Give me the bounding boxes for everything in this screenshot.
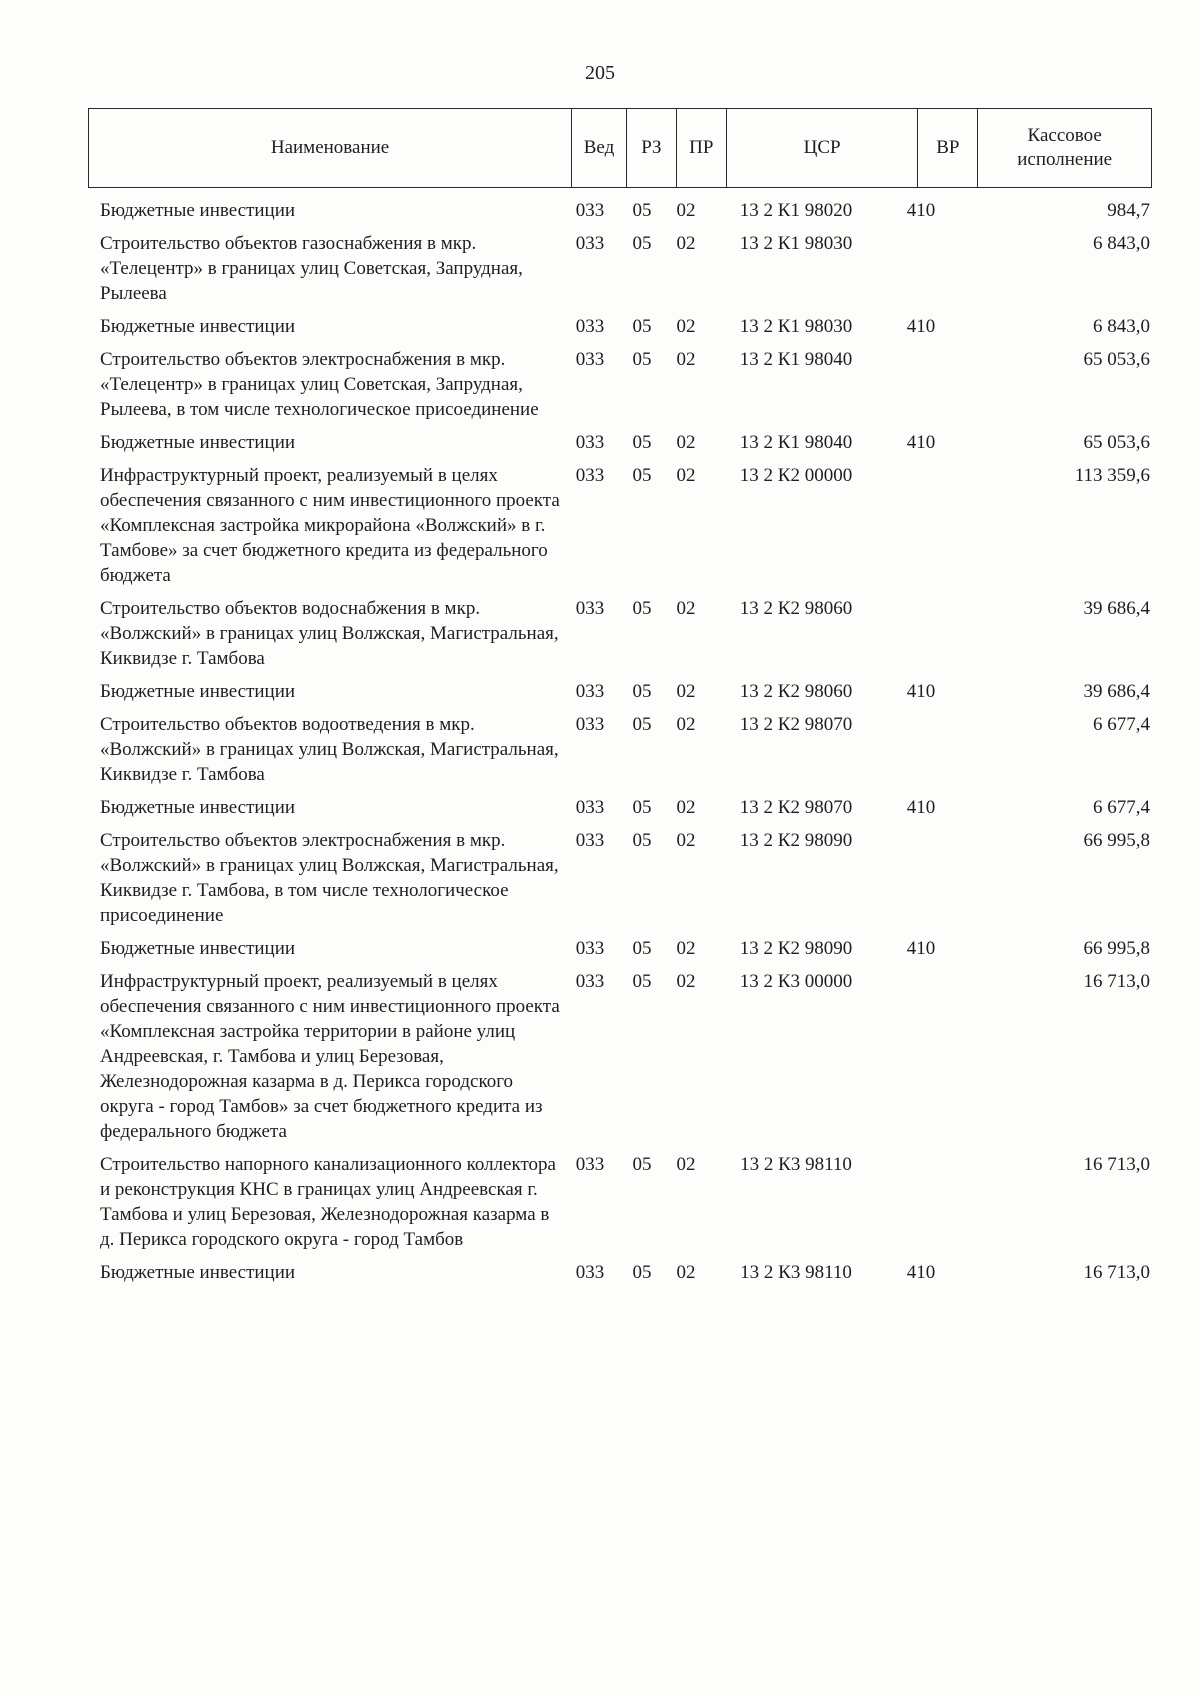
header-vr: ВР xyxy=(918,109,978,187)
row-rz: 05 xyxy=(632,830,652,851)
table-body xyxy=(100,198,1150,1293)
row-pr: 02 xyxy=(676,971,696,992)
row-pr: 02 xyxy=(676,1154,696,1175)
table-row xyxy=(100,463,1150,588)
table-row xyxy=(100,347,1150,422)
row-name: Бюджетные инвестиции xyxy=(100,200,296,221)
row-ved: 033 xyxy=(575,598,605,619)
row-ved: 033 xyxy=(575,432,605,453)
row-amount: 16 713,0 xyxy=(1083,1262,1150,1283)
row-csr: 13 2 К1 98040 xyxy=(739,349,853,370)
row-pr: 02 xyxy=(676,233,696,254)
row-amount: 6 677,4 xyxy=(1093,714,1150,735)
row-ved: 033 xyxy=(575,1154,605,1175)
row-vr: 410 xyxy=(906,432,936,453)
row-pr: 02 xyxy=(676,1262,696,1283)
row-rz: 05 xyxy=(632,598,652,619)
row-amount: 39 686,4 xyxy=(1083,681,1150,702)
row-ved: 033 xyxy=(575,681,605,702)
row-amount: 16 713,0 xyxy=(1083,1154,1150,1175)
row-pr: 02 xyxy=(676,598,696,619)
row-csr: 13 2 К2 98070 xyxy=(739,714,853,735)
row-rz: 05 xyxy=(632,316,652,337)
row-vr: 410 xyxy=(906,200,936,221)
row-rz: 05 xyxy=(632,1154,652,1175)
row-name: Инфраструктурный проект, реализуемый в целях обеспечения связанного с ним инвестиционного проекта «Комплексная застройка территории в районе улиц Андреевская, г. Тамбова и улиц Березовая, Железнодорожная казарма в д. Перикса городского округа - город Тамбов» за счет бюджетного кредита из федерального бюджета xyxy=(100,971,560,1142)
row-rz: 05 xyxy=(632,797,652,818)
row-name: Строительство объектов газоснабжения в мкр. «Телецентр» в границах улиц Советская, Запрудная, Рылеева xyxy=(100,233,523,304)
row-vr: 410 xyxy=(906,1262,936,1283)
row-ved: 033 xyxy=(575,830,605,851)
row-rz: 05 xyxy=(632,938,652,959)
header-ved: Вед xyxy=(572,109,627,187)
row-csr: 13 2 К1 98040 xyxy=(739,432,853,453)
row-amount: 113 359,6 xyxy=(1074,465,1150,486)
row-amount: 65 053,6 xyxy=(1083,349,1150,370)
row-ved: 033 xyxy=(575,200,605,221)
row-pr: 02 xyxy=(676,432,696,453)
row-amount: 6 843,0 xyxy=(1093,316,1150,337)
table-row xyxy=(100,1260,1150,1285)
row-name: Бюджетные инвестиции xyxy=(100,797,296,818)
table-row xyxy=(100,712,1150,787)
row-name: Строительство объектов электроснабжения в мкр. «Телецентр» в границах улиц Советская, Запрудная, Рылеева, в том числе технологическое присоединение xyxy=(100,349,539,420)
row-ved: 033 xyxy=(575,465,605,486)
row-name: Бюджетные инвестиции xyxy=(100,1262,296,1283)
row-name: Бюджетные инвестиции xyxy=(100,316,296,337)
row-rz: 05 xyxy=(632,971,652,992)
row-rz: 05 xyxy=(632,714,652,735)
page-number: 205 xyxy=(585,62,615,84)
row-name: Строительство объектов водоснабжения в мкр. «Волжский» в границах улиц Волжская, Магистральная, Киквидзе г. Тамбова xyxy=(100,598,559,669)
table-row xyxy=(100,231,1150,306)
header-csr: ЦСР xyxy=(727,109,919,187)
header-amount: Кассовое исполнение xyxy=(1017,125,1113,170)
row-csr: 13 2 К2 98060 xyxy=(739,598,853,619)
table-row xyxy=(100,679,1150,704)
row-csr: 13 2 К2 00000 xyxy=(739,465,853,486)
row-csr: 13 2 К3 98110 xyxy=(740,1154,852,1175)
row-csr: 13 2 К1 98020 xyxy=(739,200,853,221)
table-row xyxy=(100,795,1150,820)
row-name: Строительство объектов водоотведения в мкр. «Волжский» в границах улиц Волжская, Магистральная, Киквидзе г. Тамбова xyxy=(100,714,559,785)
table-row xyxy=(100,596,1150,671)
row-name: Инфраструктурный проект, реализуемый в целях обеспечения связанного с ним инвестиционного проекта «Комплексная застройка микрорайона «Волжский» в г. Тамбове» за счет бюджетного кредита из федерального бюджета xyxy=(100,465,560,586)
row-amount: 39 686,4 xyxy=(1083,598,1150,619)
table-row xyxy=(100,198,1150,223)
row-csr: 13 2 К1 98030 xyxy=(739,316,853,337)
table-row xyxy=(100,1152,1150,1252)
row-pr: 02 xyxy=(676,938,696,959)
row-pr: 02 xyxy=(676,465,696,486)
row-csr: 13 2 К3 98110 xyxy=(740,1262,852,1283)
row-ved: 033 xyxy=(575,797,605,818)
row-pr: 02 xyxy=(676,830,696,851)
row-rz: 05 xyxy=(632,349,652,370)
table-row xyxy=(100,430,1150,455)
row-pr: 02 xyxy=(676,714,696,735)
row-ved: 033 xyxy=(575,316,605,337)
row-ved: 033 xyxy=(575,971,605,992)
row-csr: 13 2 К2 98090 xyxy=(739,830,853,851)
row-pr: 02 xyxy=(676,316,696,337)
row-amount: 6 843,0 xyxy=(1093,233,1150,254)
row-rz: 05 xyxy=(632,200,652,221)
row-name: Бюджетные инвестиции xyxy=(100,432,296,453)
header-name: Наименование xyxy=(89,109,572,187)
row-ved: 033 xyxy=(575,349,605,370)
row-pr: 02 xyxy=(676,681,696,702)
row-ved: 033 xyxy=(575,938,605,959)
table-row xyxy=(100,828,1150,928)
row-ved: 033 xyxy=(575,714,605,735)
row-rz: 05 xyxy=(632,465,652,486)
row-csr: 13 2 К2 98060 xyxy=(739,681,853,702)
row-rz: 05 xyxy=(632,233,652,254)
table-row xyxy=(100,314,1150,339)
row-rz: 05 xyxy=(632,681,652,702)
row-pr: 02 xyxy=(676,797,696,818)
header-rz: РЗ xyxy=(627,109,677,187)
row-amount: 66 995,8 xyxy=(1083,830,1150,851)
row-ved: 033 xyxy=(575,1262,605,1283)
table-row xyxy=(100,936,1150,961)
row-csr: 13 2 К3 00000 xyxy=(739,971,853,992)
row-amount: 984,7 xyxy=(1107,200,1150,221)
row-csr: 13 2 К2 98090 xyxy=(739,938,853,959)
row-amount: 16 713,0 xyxy=(1083,971,1150,992)
row-csr: 13 2 К1 98030 xyxy=(739,233,853,254)
row-pr: 02 xyxy=(676,349,696,370)
header-pr: ПР xyxy=(677,109,727,187)
row-name: Бюджетные инвестиции xyxy=(100,938,296,959)
table-row xyxy=(100,969,1150,1144)
row-name: Бюджетные инвестиции xyxy=(100,681,296,702)
row-amount: 6 677,4 xyxy=(1093,797,1150,818)
row-name: Строительство напорного канализационного коллектора и реконструкция КНС в границах улиц Андреевская г. Тамбова и улиц Березовая, Железнодорожная казарма в д. Перикса городского округа - город Тамбов xyxy=(100,1154,556,1250)
row-rz: 05 xyxy=(632,432,652,453)
row-csr: 13 2 К2 98070 xyxy=(739,797,853,818)
row-vr: 410 xyxy=(906,316,936,337)
row-amount: 65 053,6 xyxy=(1083,432,1150,453)
row-vr: 410 xyxy=(906,797,936,818)
row-rz: 05 xyxy=(632,1262,652,1283)
row-vr: 410 xyxy=(906,938,936,959)
row-pr: 02 xyxy=(676,200,696,221)
row-amount: 66 995,8 xyxy=(1083,938,1150,959)
table-header xyxy=(88,108,1152,188)
row-name: Строительство объектов электроснабжения в мкр. «Волжский» в границах улиц Волжская, Магистральная, Киквидзе г. Тамбова, в том числе технологическое присоединение xyxy=(100,830,559,926)
row-vr: 410 xyxy=(906,681,936,702)
row-ved: 033 xyxy=(575,233,605,254)
